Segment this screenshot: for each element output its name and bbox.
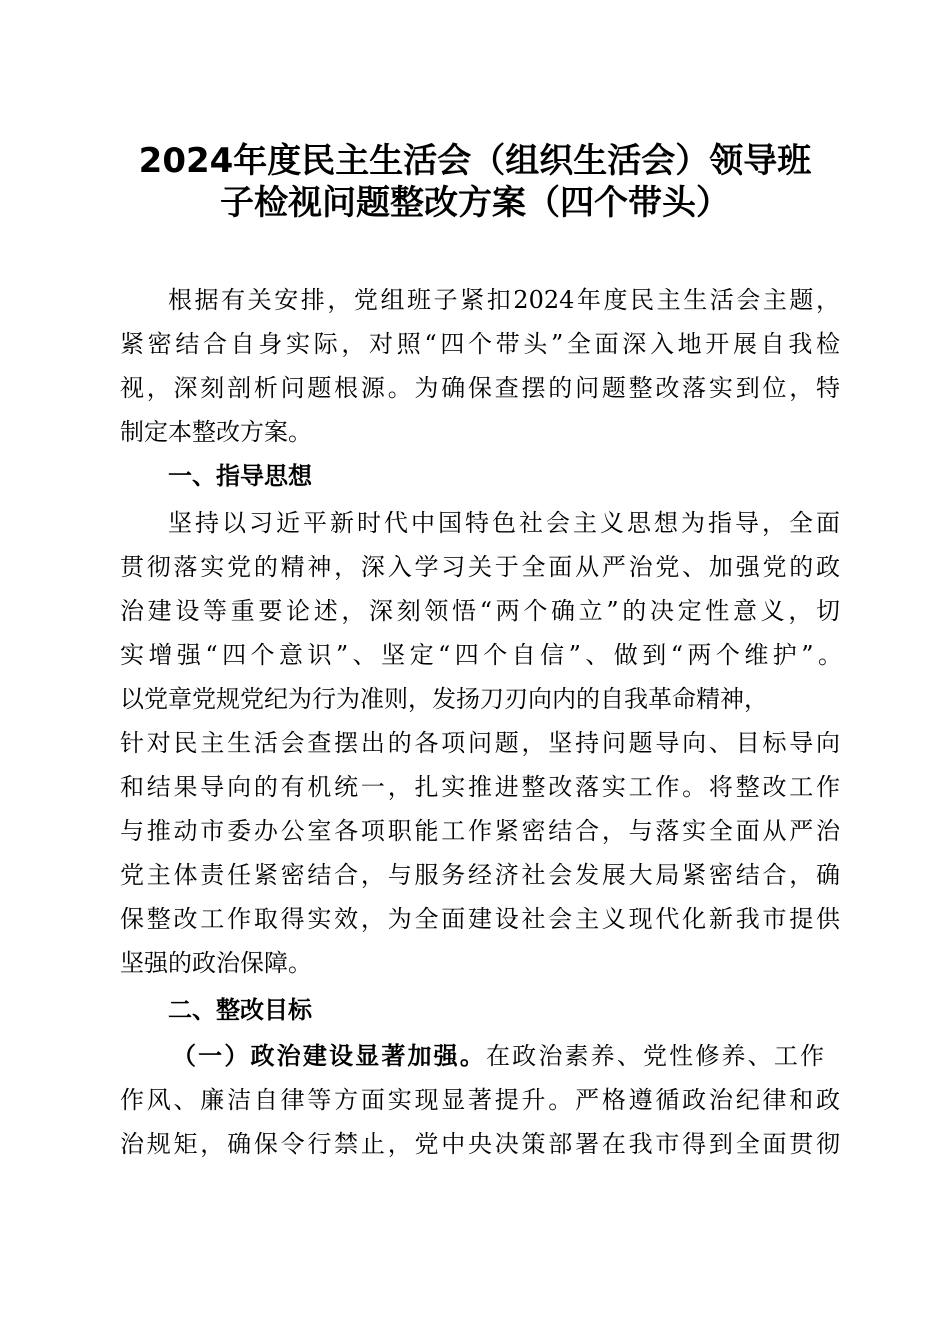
section1-line-9: 党主体责任紧密结合，与服务经济社会发展大局紧密结合，确 [120,861,840,889]
section-heading-guiding-thought: 一、指导思想 [168,462,312,490]
section1-line-4: 实增强“四个意识”、坚定“四个自信”、做到“两个维护”。 [120,641,842,669]
document-title-line-1: 2024年度民主生活会（组织生活会）领导班 [138,141,812,181]
section1-line-10: 保整改工作取得实效，为全面建设社会主义现代化新我市提供 [120,905,840,933]
section2-item1-line-2: 作风、廉洁自律等方面实现显著提升。严格遵循政治纪律和政 [120,1086,840,1114]
section1-line-7: 和结果导向的有机统一，扎实推进整改落实工作。将整改工作 [120,773,840,801]
section1-line-11: 坚强的政治保障。 [120,949,312,977]
intro-line-4: 制定本整改方案。 [120,418,312,446]
intro-line-1: 根据有关安排，党组班子紧扣2024年度民主生活会主题， [168,286,840,314]
section-heading-rectification-goals: 二、整改目标 [168,996,312,1024]
section1-line-5: 以党章党规党纪为行为准则，发扬刀刃向内的自我革命精神， [120,685,768,713]
section1-line-8: 与推动市委办公室各项职能工作紧密结合，与落实全面从严治 [120,817,840,845]
section2-item1-line-3: 治规矩，确保令行禁止，党中央决策部署在我市得到全面贯彻 [120,1130,840,1158]
intro-line-2: 紧密结合自身实际，对照“四个带头”全面深入地开展自我检 [120,330,840,358]
document-title-line-2: 子检视问题整改方案（四个带头） [220,183,730,223]
section1-line-2: 贯彻落实党的精神，深入学习关于全面从严治党、加强党的政 [120,553,840,581]
section1-line-6: 针对民主生活会查摆出的各项问题，坚持问题导向、目标导向 [120,729,840,757]
section2-item1-first-rest: 在政治素养、党性修养、工作 [486,1042,824,1070]
section2-item1-lead: （一）政治建设显著加强。 [172,1041,486,1070]
section1-line-1: 坚持以习近平新时代中国特色社会主义思想为指导，全面 [168,509,840,537]
section2-item1-line-1 [172,1041,824,1071]
intro-line-3: 视，深刻剖析问题根源。为确保查摆的问题整改落实到位，特 [120,374,840,402]
section1-line-3: 治建设等重要论述，深刻领悟“两个确立”的决定性意义，切 [120,597,840,625]
